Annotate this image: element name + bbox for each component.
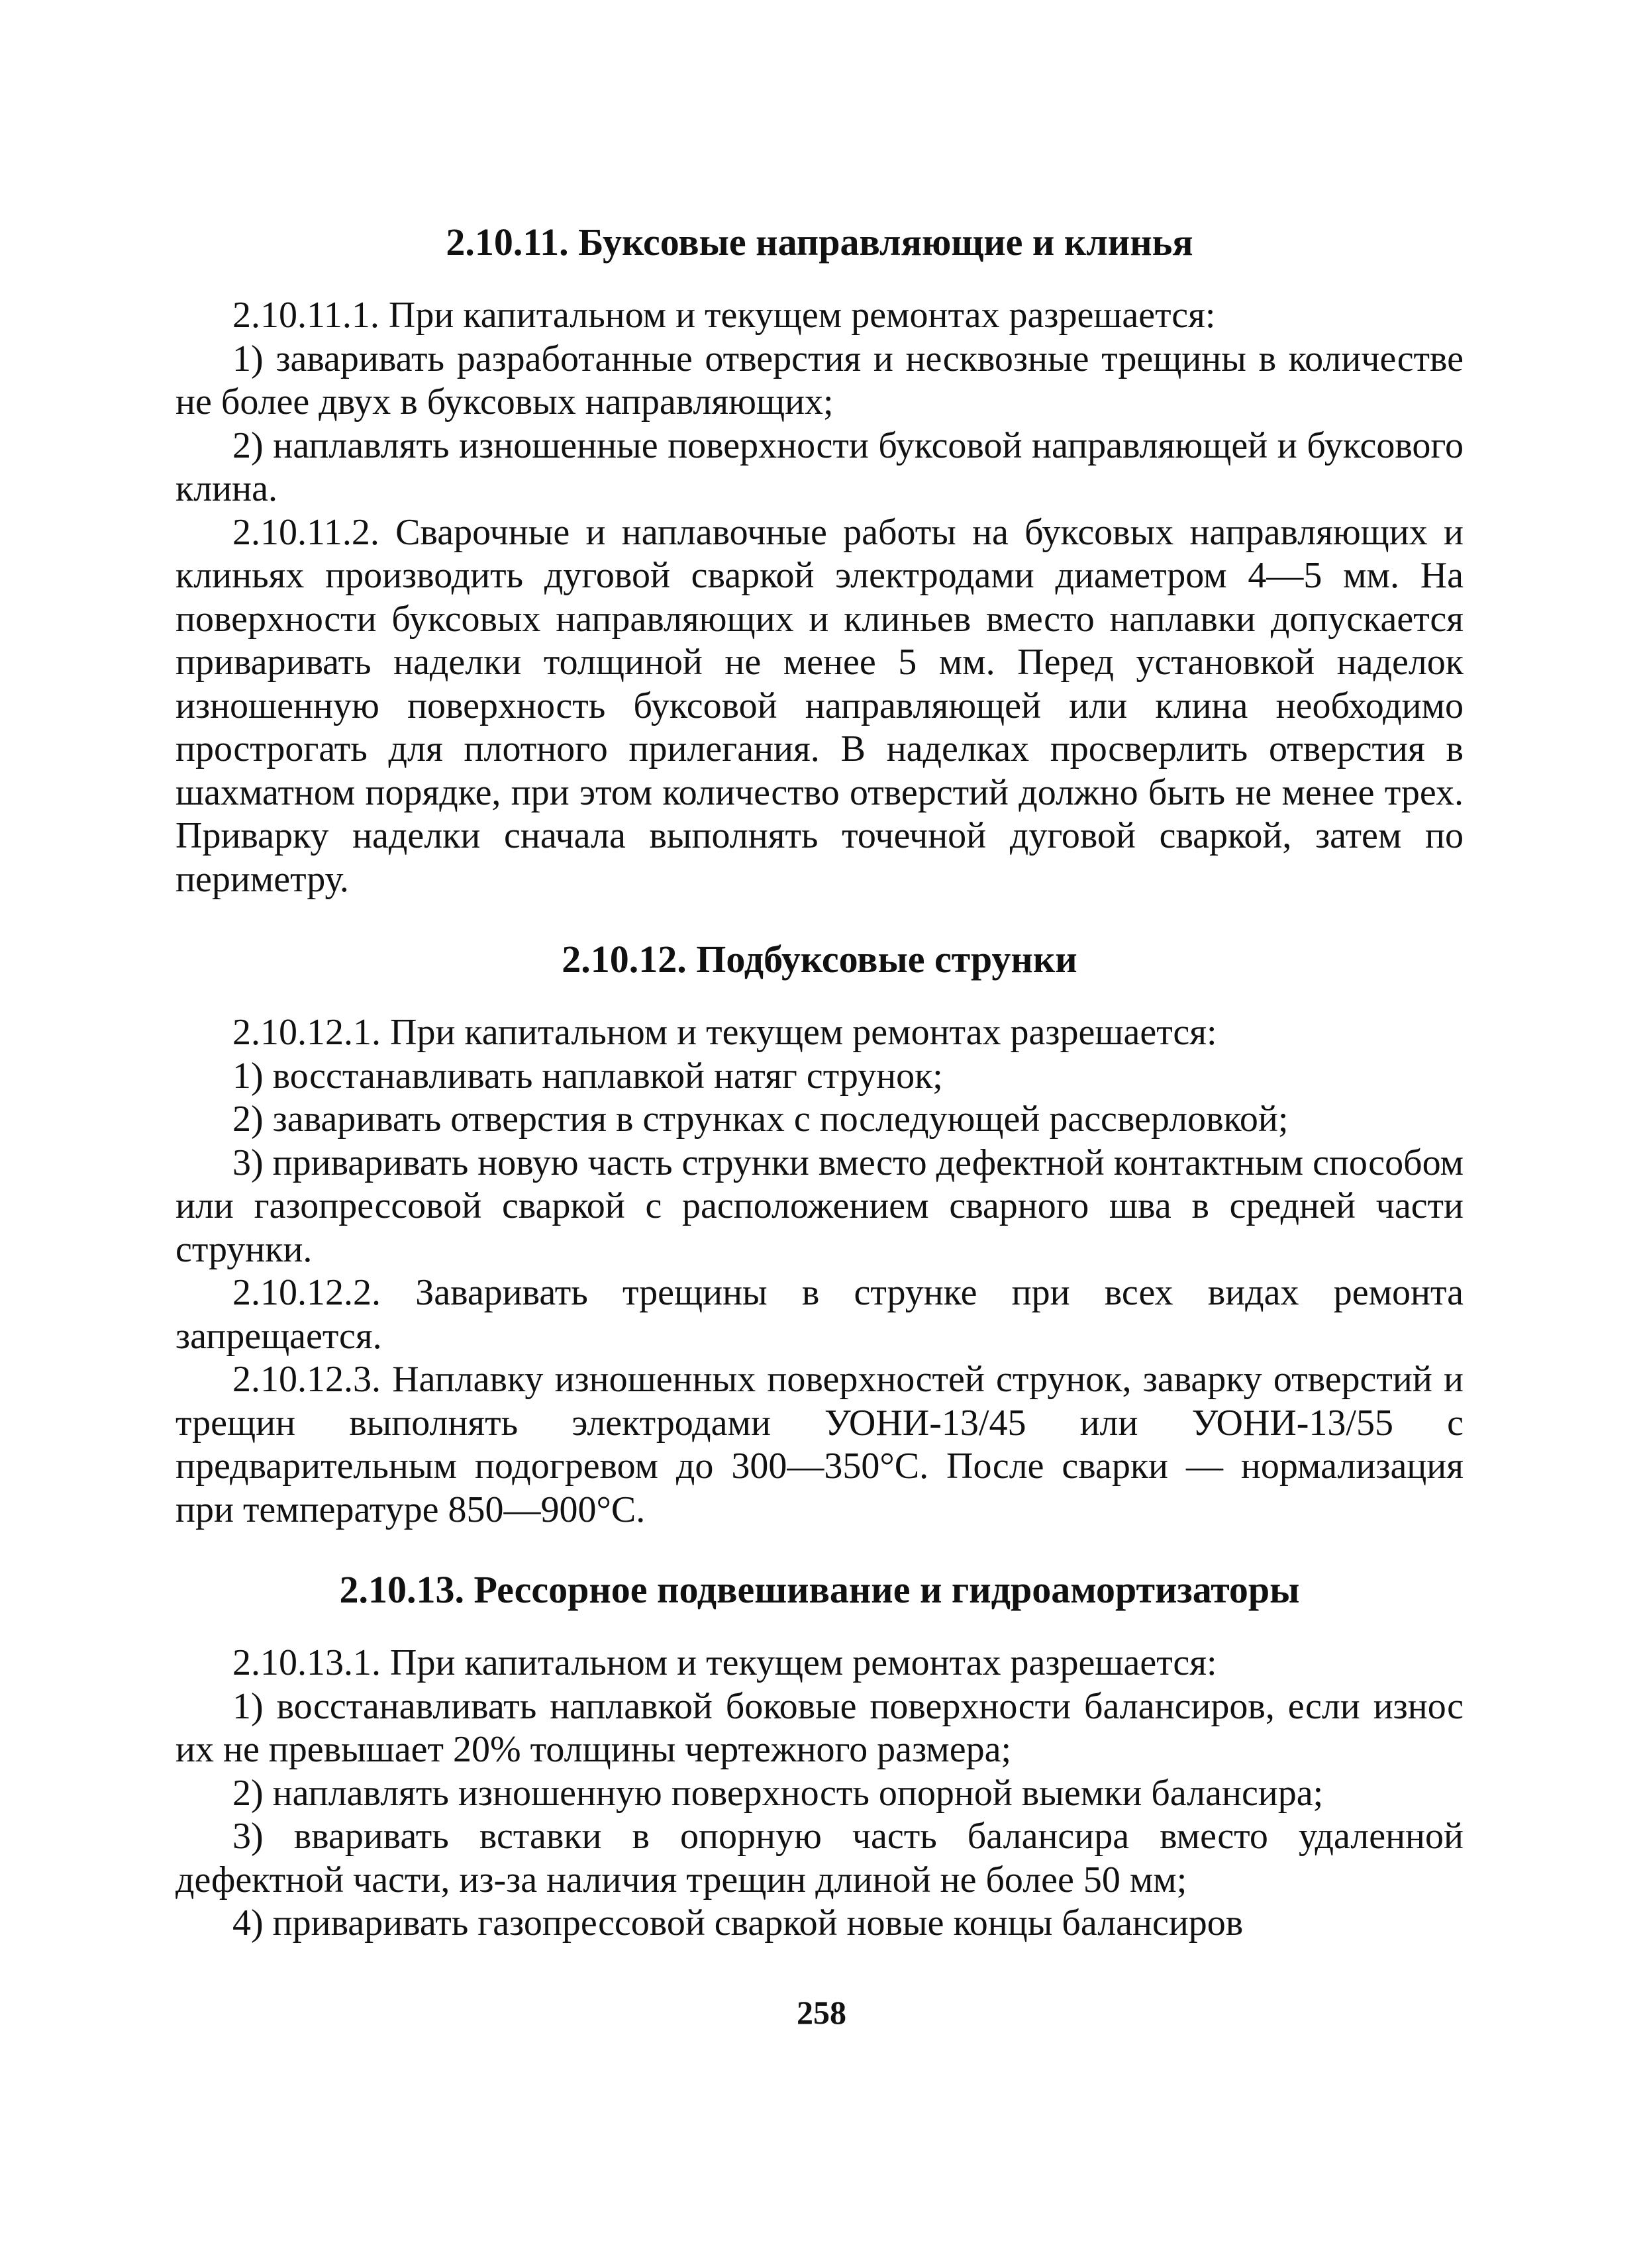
paragraph: 4) приваривать газопрессовой сваркой новые концы балансиров [232,1902,1244,1944]
paragraph: 2) наплавлять изношенную поверхность опорной выемки балансира; [232,1772,1324,1814]
paragraph: 2.10.11.1. При капитальном и текущем ремонтах разрешается: [232,295,1216,336]
paragraph: 2.10.12.3. Наплавку изношенных поверхностей струнок, заварку отверстий и трещин выполнять электродами УОНИ-13/45 или УОНИ-13/55 с предварительным подогревом до 300—350°С. После сварки — нормализация при температуре 850—900°С. [175,1359,1464,1530]
paragraph: 1) восстанавливать наплавкой боковые поверхности балансиров, если износ их не превышает 20% толщины чертежного размера; [175,1685,1464,1770]
section-heading-axlebox-guides: 2.10.11. Буксовые направляющие и клинья [446,221,1193,264]
paragraph: 2.10.13.1. При капитальном и текущем ремонтах разрешается: [232,1642,1217,1683]
section-heading-axlebox-strings: 2.10.12. Подбуксовые струнки [562,938,1077,981]
paragraph: 2.10.12.1. При капитальном и текущем ремонтах разрешается: [232,1012,1217,1053]
page-number: 258 [797,1994,846,2031]
section-heading-spring-suspension: 2.10.13. Рессорное подвешивание и гидроамортизаторы [339,1568,1300,1611]
paragraph: 2.10.12.2. Заваривать трещины в струнке при всех видах ремонта запрещается. [175,1272,1464,1357]
paragraph: 1) восстанавливать наплавкой натяг струнок; [232,1055,943,1097]
paragraph: 2) заваривать отверстия в струнках с последующей рассверловкой; [232,1099,1289,1140]
paragraph: 2) наплавлять изношенные поверхности буксовой направляющей и буксового клина. [175,424,1464,509]
page-content [175,219,1464,1946]
paragraph: 2.10.11.2. Сварочные и наплавочные работы на буксовых направляющих и клиньях производить дуговой сваркой электродами диаметром 4—5 мм. На поверхности буксовых направляющих и клиньев вместо наплавки допускается приваривать наделки толщиной не менее 5 мм. Перед установкой наделок изношенную поверхность буксовой направляющей или клина необходимо прострогать для плотного прилегания. В наделках просверлить отверстия в шахматном порядке, при этом количество отверстий должно быть не менее трех. Приварку наделки сначала выполнять точечной дуговой сваркой, затем по периметру. [175,511,1464,900]
paragraph: 3) вваривать вставки в опорную часть балансира вместо удаленной дефектной части, из-за наличия трещин длиной не более 50 мм; [175,1816,1464,1900]
paragraph: 3) приваривать новую часть струнки вместо дефектной контактным способом или газопрессовой сваркой с расположением сварного шва в средней части струнки. [175,1142,1464,1270]
paragraph: 1) заваривать разработанные отверстия и несквозные трещины в количестве не более двух в буксовых направляющих; [175,338,1464,422]
